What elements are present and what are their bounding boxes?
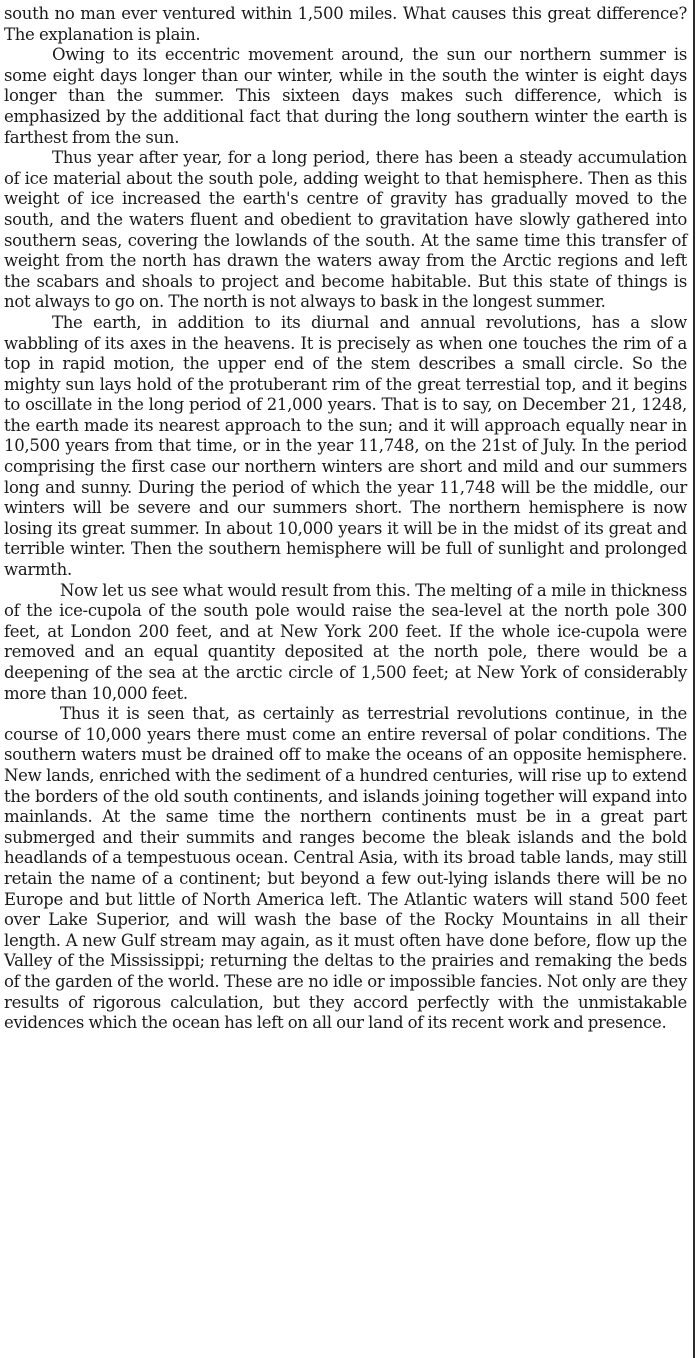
article-column	[4, 4, 687, 1034]
paragraph-3: Thus year after year, for a long period, there has been a steady accumulation of ice material about the south pole, adding weight to that hemisphere. Then as this weight of ice increased the earth's centre of gravity has gradually moved to the south, and the waters fluent and obedient to gravitation have slowly gathered into southern seas, covering the lowlands of the south. At the same time this transfer of weight from the north has drawn the waters away from the Arctic regions and left the scabars and shoals to project and become habitable. But this state of things is not always to go on. The north is not always to bask in the longest summer.	[4, 148, 687, 312]
paragraph-2: Owing to its eccentric movement around, the sun our northern summer is some eight days longer than our winter, while in the south the winter is eight days longer than the summer. This sixteen days makes such difference, which is emphasized by the additional fact that during the long southern winter the earth is farthest from the sun.	[4, 45, 687, 147]
paragraph-4: The earth, in addition to its diurnal and annual revolutions, has a slow wabbling of its axes in the heavens. It is precisely as when one touches the rim of a top in rapid motion, the upper end of the stem describes a small circle. So the mighty sun lays hold of the protuberant rim of the great terrestial top, and it begins to oscillate in the long period of 21,000 years. That is to say, on December 21, 1248, the earth made its nearest approach to the sun; and it will approach equally near in 10,500 years from that time, or in the year 11,748, on the 21st of July. In the period comprising the first case our northern winters are short and mild and our summers long and sunny. During the period of which the year 11,748 will be the middle, our winters will be severe and our summers short. The northern hemisphere is now losing its great summer. In about 10,000 years it will be in the midst of its great and terrible winter. Then the southern hemisphere will be full of sunlight and prolonged warmth.	[4, 312, 687, 580]
paragraph-1: south no man ever ventured within 1,500 miles. What causes this great difference? The explanation is plain.	[4, 4, 687, 44]
column-rule	[693, 0, 695, 1358]
paragraph-6: Thus it is seen that, as certainly as terrestrial revolutions continue, in the course of 10,000 years there must come an entire reversal of polar conditions. The southern waters must be drained off to make the oceans of an opposite hemisphere. New lands, enriched with the sediment of a hundred centuries, will rise up to extend the borders of the old south continents, and islands joining together will expand into mainlands. At the same time the northern continents must be in a great part submerged and their summits and ranges become the bleak islands and the bold headlands of a tempestuous ocean. Central Asia, with its broad table lands, may still retain the name of a continent; but beyond a few out-lying islands there will be no Europe and but little of North America left. The Atlantic waters will stand 500 feet over Lake Superior, and will wash the base of the Rocky Mountains in all their length. A new Gulf stream may again, as it must often have done before, flow up the Valley of the Mississippi; returning the deltas to the prairies and remaking the beds of the garden of the world. These are no idle or impossible fancies. Not only are they results of rigorous calculation, but they accord perfectly with the unmistakable evidences which the ocean has left on all our land of its recent work and presence.	[4, 704, 687, 1033]
paragraph-5: Now let us see what would result from this. The melting of a mile in thickness of the ice-cupola of the south pole would raise the sea-level at the north pole 300 feet, at London 200 feet, and at New York 200 feet. If the whole ice-cupola were removed and an equal quantity deposited at the north pole, there would be a deepening of the sea at the arctic circle of 1,500 feet; at New York of considerably more than 10,000 feet.	[4, 580, 687, 703]
